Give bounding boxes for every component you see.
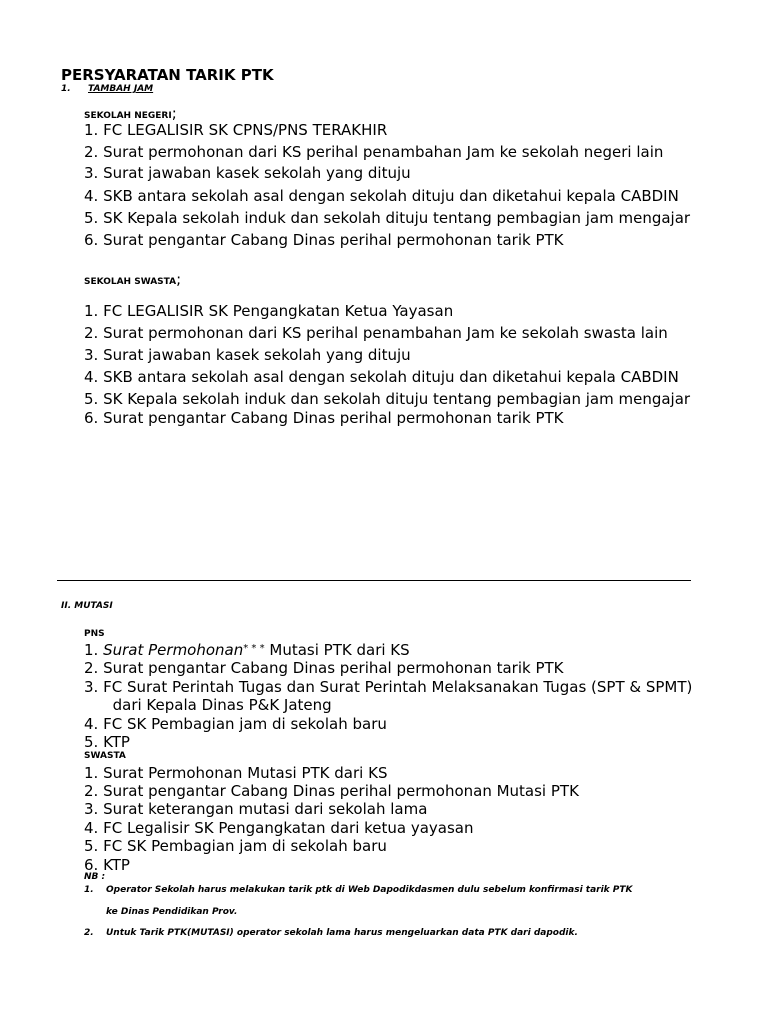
swasta-header [84,270,181,288]
swasta-item: 4. SKB antara sekolah asal dengan sekolah dituju dan diketahui kepala CABDIN [84,368,679,386]
mutasi-swasta-item: 2. Surat pengantar Cabang Dinas perihal permohonan Mutasi PTK [84,782,579,800]
pns-header: PNS [84,629,105,639]
negeri-item: 3. Surat jawaban kasek sekolah yang dituju [84,164,411,182]
nb-note-text: ke Dinas Pendidikan Prov. [106,907,238,917]
swasta-header-text: SEKOLAH SWASTA [84,277,177,287]
negeri-item: 4. SKB antara sekolah asal dengan sekolah dituju dan diketahui kepala CABDIN [84,187,679,205]
negeri-item: 2. Surat permohonan dari KS perihal penambahan Jam ke sekolah negeri lain [84,143,664,161]
mutasi-swasta-header: SWASTA [84,751,126,761]
negeri-header [84,104,177,122]
swasta-item: 3. Surat jawaban kasek sekolah yang dituju [84,346,411,364]
page-title: PERSYARATAN TARIK PTK [61,66,274,84]
mutasi-swasta-item: 1. Surat Permohonan Mutasi PTK dari KS [84,764,388,782]
nb-note-text: Operator Sekolah harus melakukan tarik ptk di Web Dapodikdasmen dulu sebelum konfirmasi tarik PTK [106,885,633,895]
mutasi-swasta-item: 4. FC Legalisir SK Pengangkatan dari ketua yayasan [84,819,474,837]
pns-item: dari Kepala Dinas P&K Jateng [84,696,332,714]
mutasi-swasta-item: 3. Surat keterangan mutasi dari sekolah lama [84,800,428,818]
nb-note-text: Untuk Tarik PTK(MUTASI) operator sekolah lama harus mengeluarkan data PTK dari dapodik. [106,928,578,938]
negeri-header-semicolon: ; [171,104,177,122]
pns-item1-rest: Mutasi PTK dari KS [269,641,410,659]
negeri-item: 5. SK Kepala sekolah induk dan sekolah dituju tentang pembagian jam mengajar [84,209,691,227]
negeri-item: 6. Surat pengantar Cabang Dinas perihal permohonan tarik PTK [84,231,564,249]
section-divider [57,580,691,581]
nb-note-number: 1. [84,885,94,895]
negeri-item: 1. FC LEGALISIR SK CPNS/PNS TERAKHIR [84,121,388,139]
nb-label: NB : [84,872,106,882]
section1-label: TAMBAH JAM [88,84,154,94]
swasta-item: 1. FC LEGALISIR SK Pengangkatan Ketua Yayasan [84,302,454,320]
pns-item1-stars: * * * [243,643,265,654]
section2-label: II. MUTASI [61,601,113,611]
mutasi-swasta-item: 5. FC SK Pembagian jam di sekolah baru [84,837,387,855]
section1-number: 1. [61,84,71,94]
swasta-item: 2. Surat permohonan dari KS perihal penambahan Jam ke sekolah swasta lain [84,324,668,342]
pns-item-1 [84,641,410,659]
swasta-header-semicolon: ; [176,270,182,288]
swasta-item: 6. Surat pengantar Cabang Dinas perihal permohonan tarik PTK [84,409,564,427]
pns-item: 5. KTP [84,733,130,751]
pns-item: 2. Surat pengantar Cabang Dinas perihal permohonan tarik PTK [84,659,564,677]
negeri-header-text: SEKOLAH NEGERI [84,111,172,121]
swasta-item: 5. SK Kepala sekolah induk dan sekolah dituju tentang pembagian jam mengajar [84,390,691,408]
pns-item: 4. FC SK Pembagian jam di sekolah baru [84,715,387,733]
nb-note-number: 2. [84,928,94,938]
pns-item1-italic: Surat Permohonan [103,641,244,659]
pns-item1-num: 1. [84,641,99,659]
pns-item: 3. FC Surat Perintah Tugas dan Surat Perintah Melaksanakan Tugas (SPT & SPMT) [84,678,693,696]
mutasi-swasta-item: 6. KTP [84,856,130,874]
